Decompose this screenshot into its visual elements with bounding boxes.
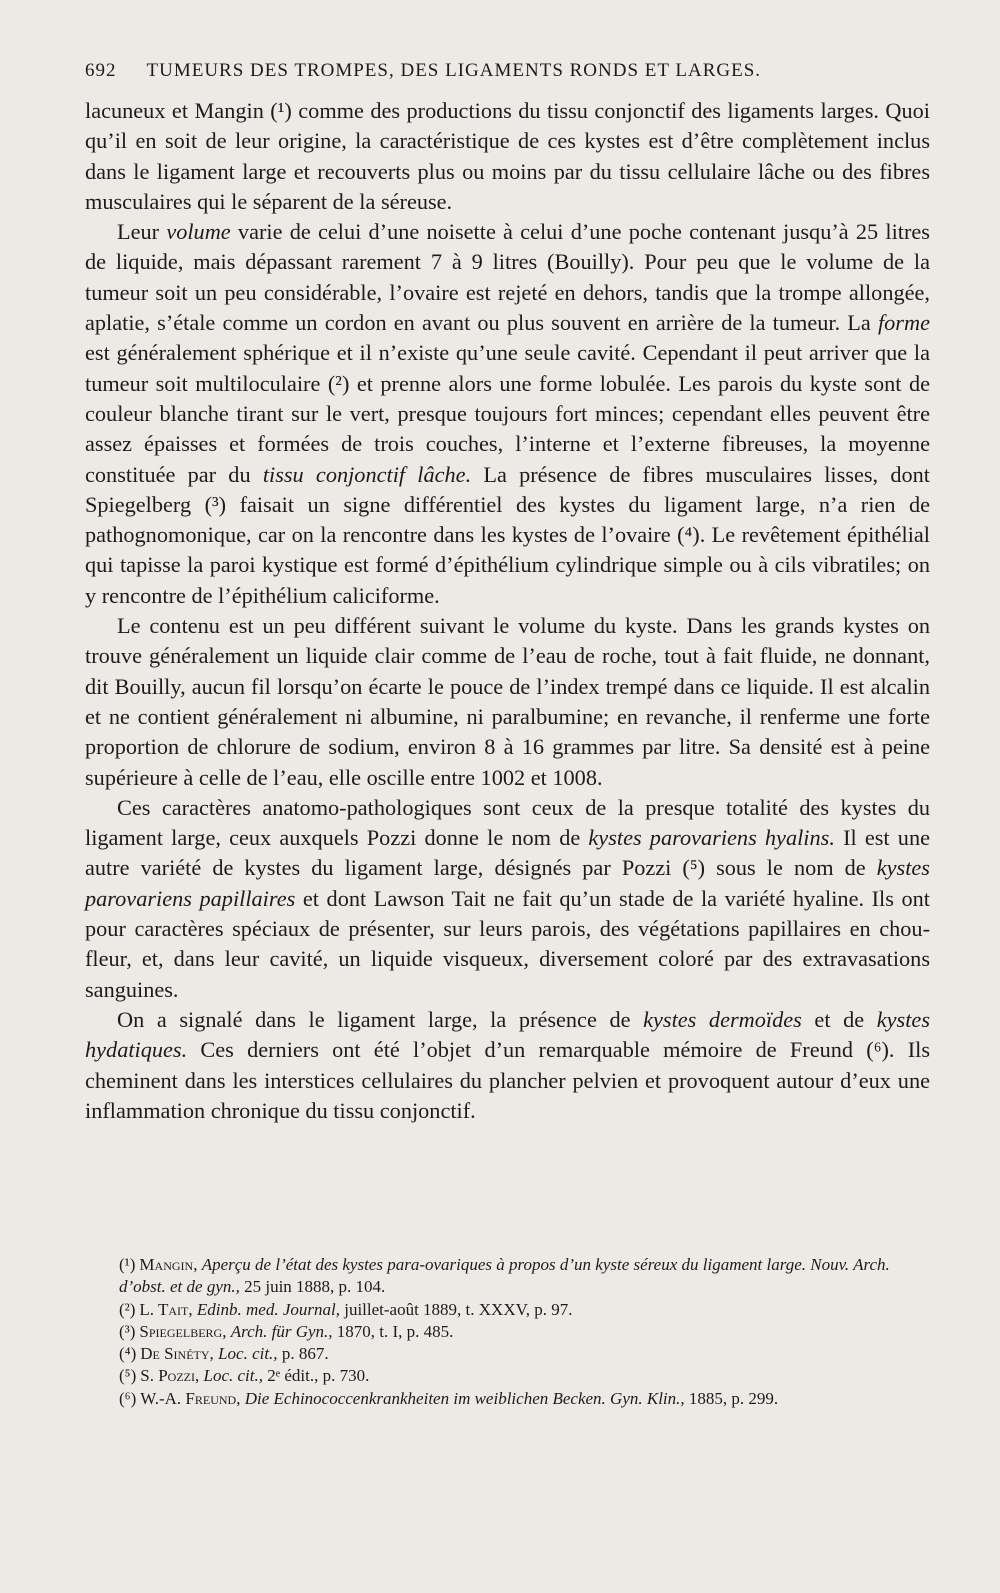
footnote-ref: 25 juin 1888, p. 104. [239,1277,386,1297]
italic-run: tissu conjonctif lâche. [262,461,472,487]
footnote-mark: (⁵) [119,1366,137,1386]
footnote-ref: 1885, p. 299. [684,1388,779,1408]
footnote-ref: p. 867. [277,1344,329,1364]
footnote-author: De Sinéty, [140,1344,214,1364]
italic-run: kystes parovariens papillaires [85,855,930,911]
text-run: La présence de fibres musculaires lisses, dont Spiegelberg (³) faisait un signe différentiel des kystes du ligament large, n’a rien de pathognomonique, car on la rencontre dans les kystes de l’ovaire (⁴). Le revêtement épithélial qui tapisse la paroi kystique est formé d’épithélium cylindrique simple ou à cils vibratiles; on y rencontre de l’épithélium caliciforme. [85,461,930,608]
italic-run: volume [166,219,231,245]
footnote-title: Arch. für Gyn., [230,1321,333,1341]
text-run: Il est une autre variété de kystes du ligament large, désignés par Pozzi (⁵) sous le nom de [85,825,930,881]
footnote-mark: (⁶) [119,1388,137,1408]
footnote-5 [85,1365,930,1387]
italic-run: forme [877,310,930,336]
paragraph-2 [85,217,930,611]
footnote-ref: 2ᵉ édit., p. 730. [262,1366,370,1386]
footnotes [85,1254,930,1410]
footnote-author: W.-A. Freund, [140,1388,241,1408]
page-number: 692 [85,60,117,81]
paragraph-1: lacuneux et Mangin (¹) comme des productions du tissu conjonctif des ligaments larges. Quoi qu’il en soit de leur origine, la caractéristique de ces kystes est d’être complètement inclus dans le ligament large et recouverts plus ou moins par du tissu cellulaire lâche ou des fibres musculaires qui le séparent de la séreuse. [85,98,930,214]
main-text [85,96,930,1126]
running-header [85,60,845,82]
footnote-mark: (²) [119,1299,136,1319]
text-run: varie de celui d’une noisette à celui d’une poche contenant jusqu’à 25 litres de liquide, mais dépassant rarement 7 à 9 litres (Bouilly). Pour peu que le volume de la tumeur soit un peu considérable, l’ovaire est rejeté en dehors, tandis que la trompe allongée, aplatie, s’étale comme un cordon en avant ou plus souvent en arrière de la tumeur. La [85,219,930,336]
footnote-1 [85,1254,930,1299]
footnote-author: Spiegelberg, [139,1321,227,1341]
italic-run: kystes dermoïdes [643,1006,802,1032]
text-run: On a signalé dans le ligament large, la présence de [117,1006,644,1032]
footnote-author: Mangin, [139,1255,198,1274]
footnote-mark: (¹) [119,1255,136,1274]
footnote-mark: (³) [119,1321,136,1341]
running-title: TUMEURS DES TROMPES, DES LIGAMENTS RONDS ET LARGES. [146,60,762,81]
footnote-2 [85,1299,930,1321]
italic-run: kystes hydatiques. [85,1006,931,1063]
footnote-author: L. Tait, [139,1299,193,1319]
footnote-ref: juillet-août 1889, t. XXXV, p. 97. [339,1299,573,1319]
footnote-title: Loc. cit., [203,1366,263,1386]
footnote-title: Loc. cit., [218,1344,278,1364]
text-run: Ces caractères anatomo-pathologiques sont ceux de la presque totalité des kystes du ligament large, ceux auxquels Pozzi donne le nom de [85,794,930,851]
footnote-author: S. Pozzi, [140,1366,200,1386]
footnote-title: Aperçu de l’état des kystes para-ovariques à propos d’un kyste séreux du ligament large. Nouv. Arch. d’obst. et de gyn., [119,1255,890,1297]
paragraph-5 [85,1005,930,1126]
text-run: Leur [117,219,167,245]
text-run: Ces derniers ont été l’objet d’un remarquable mémoire de Freund (⁶). Ils cheminent dans les interstices cellulaires du plancher pelvien et provoquent autour d’eux une inflammation chronique du tissu conjonctif. [85,1037,930,1123]
footnote-title: Die Echinococcenkrankheiten im weiblichen Becken. Gyn. Klin., [244,1388,685,1408]
paragraph-4 [85,793,930,1005]
footnote-title: Edinb. med. Journal, [196,1299,340,1319]
footnote-mark: (⁴) [119,1344,137,1364]
footnote-3 [85,1321,930,1343]
paragraph-3: Le contenu est un peu différent suivant le volume du kyste. Dans les grands kystes on trouve généralement un liquide clair comme de l’eau de roche, tout à fait fluide, ne donnant, dit Bouilly, aucun fil lorsqu’on écarte le pouce de l’index trempé dans ce liquide. Il est alcalin et ne contient généralement ni albumine, ni paralbumine; en revanche, il renferme une forte proportion de chlorure de sodium, environ 8 à 16 grammes par litre. Sa densité est à peine supérieure à celle de l’eau, elle oscille entre 1002 et 1008. [85,613,930,790]
text-run: et de [801,1006,877,1032]
italic-run: kystes parovariens hyalins. [588,825,835,851]
footnote-ref: 1870, t. I, p. 485. [332,1321,454,1341]
text-run: est généralement sphérique et il n’existe qu’une seule cavité. Cependant il peut arriver que la tumeur soit multiloculaire (²) et prenne alors une forme lobulée. Les parois du kyste sont de couleur blanche tirant sur le vert, presque toujours fort minces; cependant elles peuvent être assez épaisses et formées de trois couches, l’interne et l’externe fibreuses, la moyenne constituée par du [85,340,930,487]
text-run: et dont Lawson Tait ne fait qu’un stade de la variété hyaline. Ils ont pour caractères spéciaux de présenter, sur leurs parois, des végétations papillaires en chou-fleur, et, dans leur cavité, un liquide visqueux, diversement coloré par des extravasations sanguines. [85,885,930,1002]
footnote-4 [85,1343,930,1365]
footnote-6 [85,1388,930,1410]
